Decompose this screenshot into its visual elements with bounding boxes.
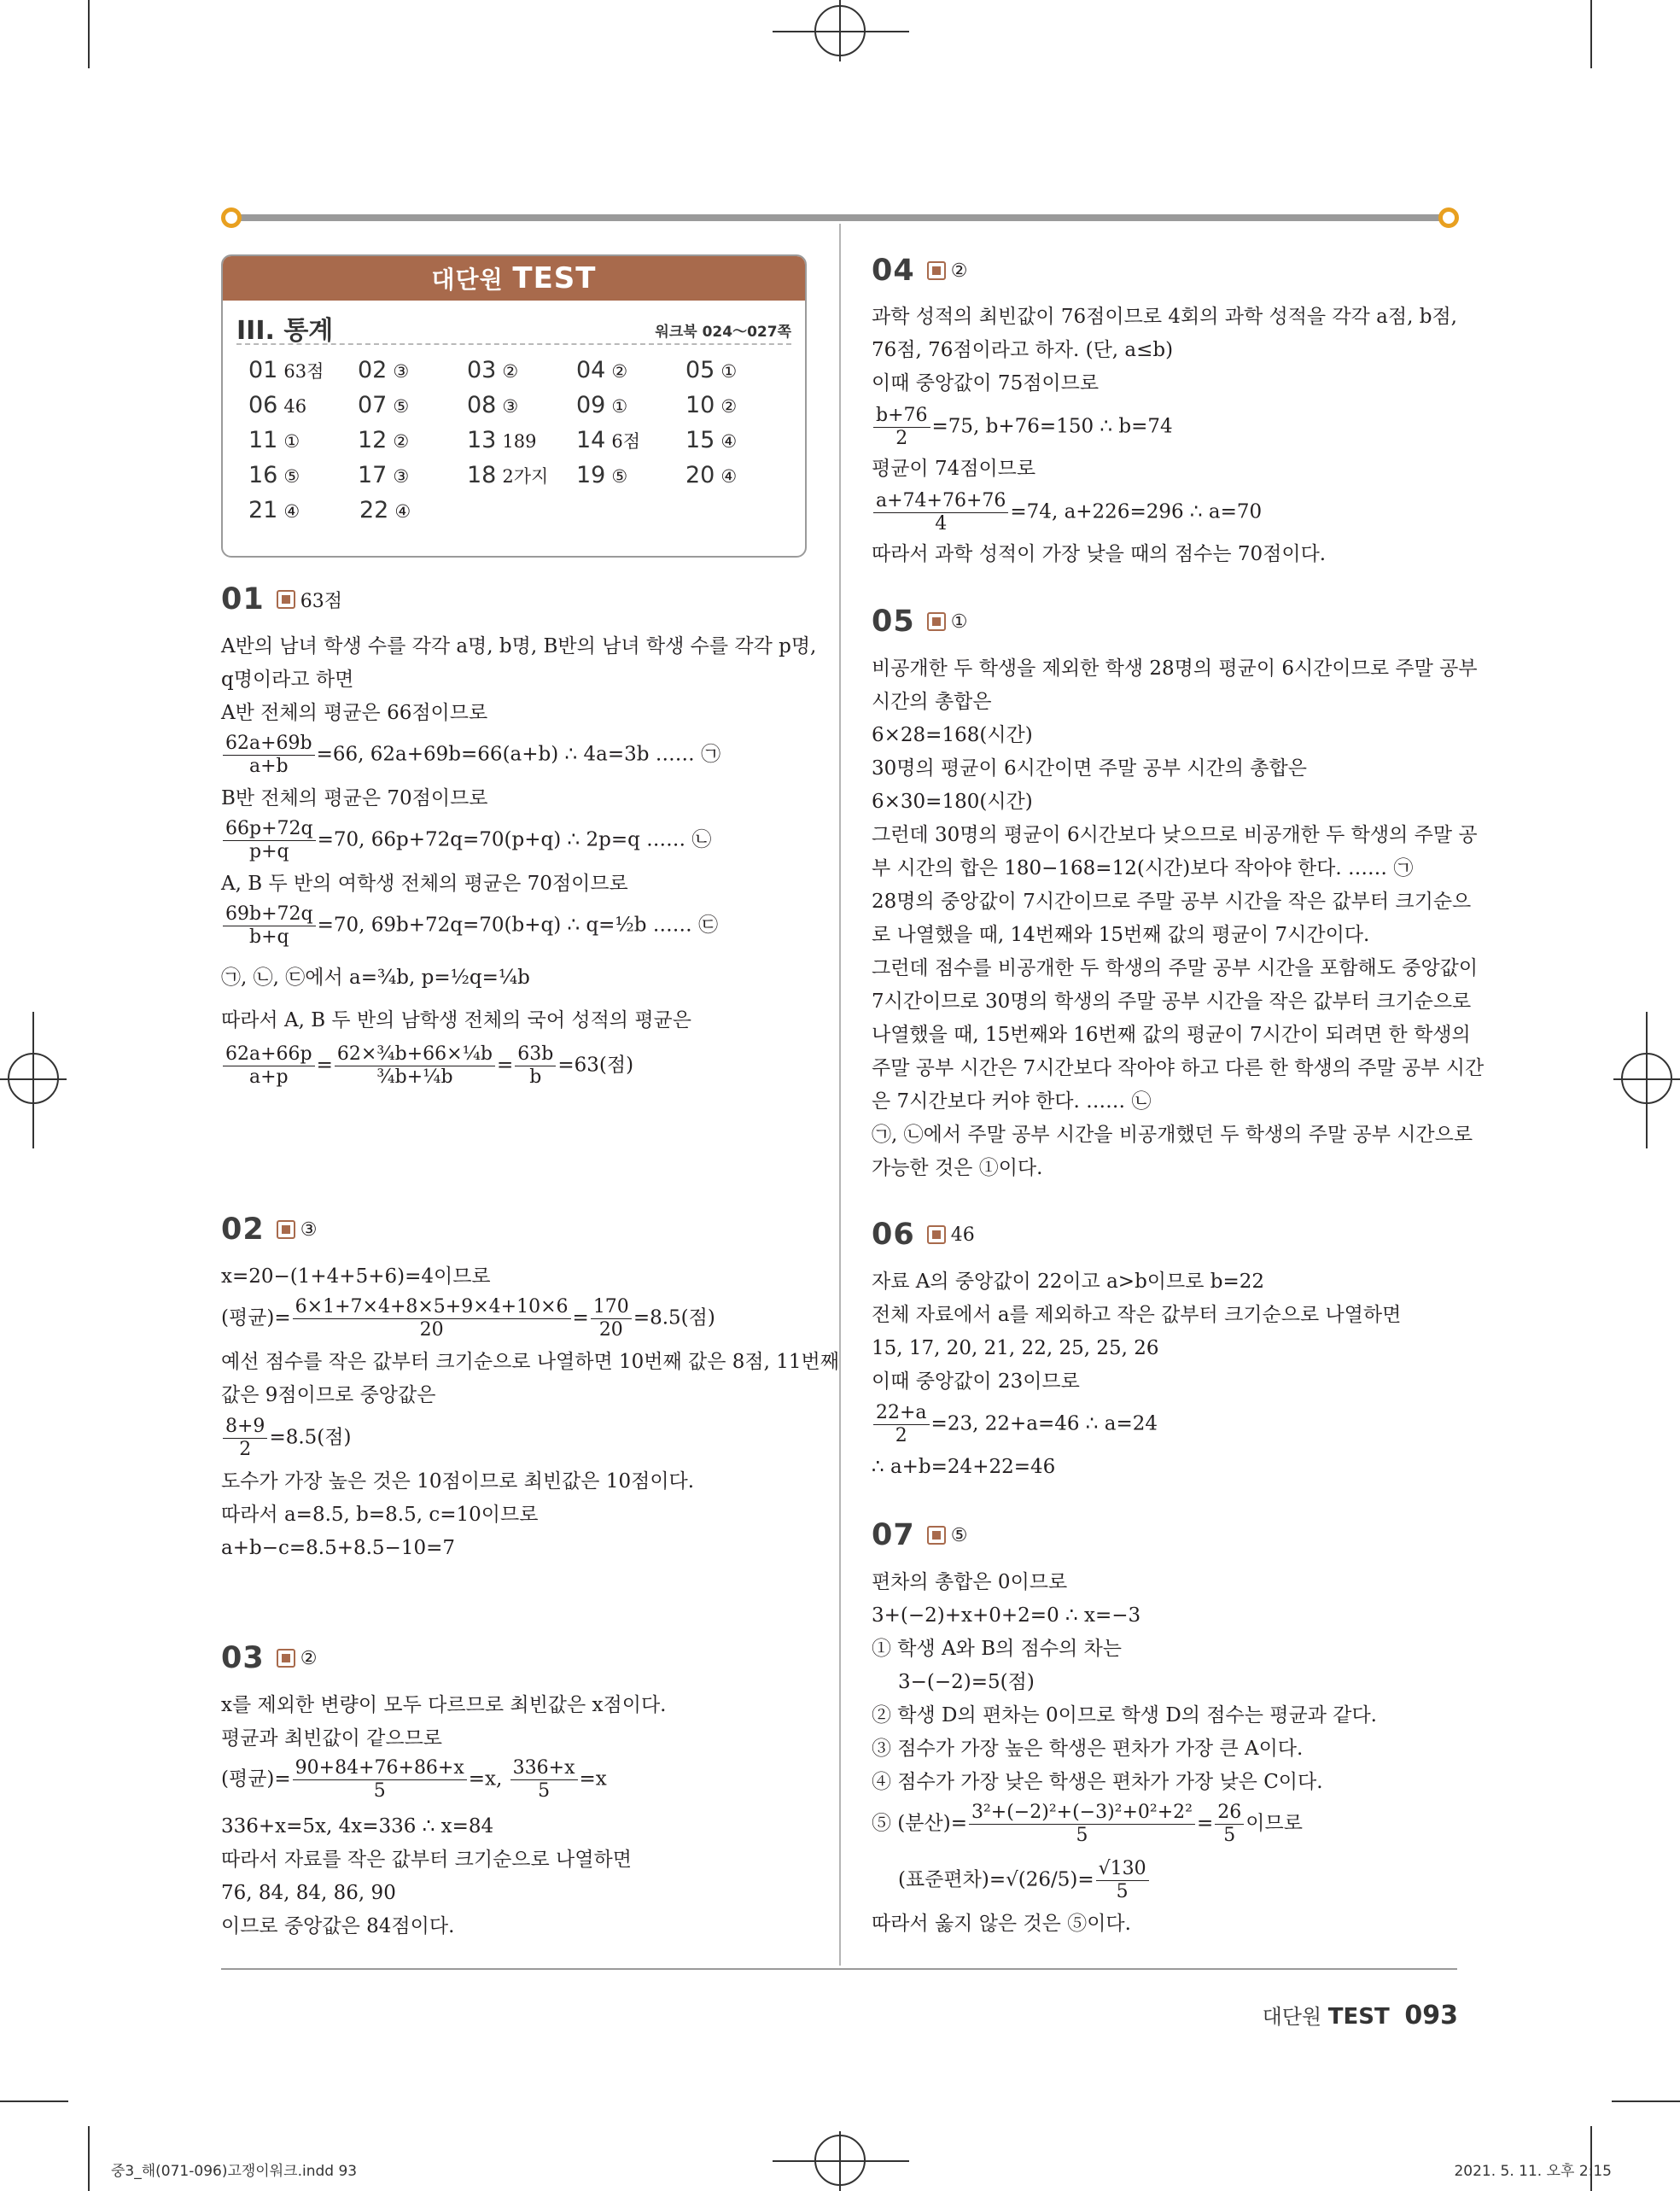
text-line: 3+(−2)+x+0+2=0 ∴ x=−3 [872,1604,1141,1627]
answer-value: ① [283,431,300,452]
answer-value: ④ [394,501,411,522]
answer-cell [359,497,470,532]
answer-value: ③ [393,466,410,487]
numerator: 90+84+76+86+x [293,1757,467,1780]
text-line: 평균이 74점이므로 [872,458,1036,480]
answer-cell [248,462,358,497]
problem-05-heading [872,605,967,639]
answer-cell [358,392,467,427]
answer-box-header [223,256,805,301]
footer-title: 대단원 [1262,2005,1322,2029]
denominator: 2 [239,1439,252,1460]
equation-line [221,733,720,778]
rule-dot-right [1438,207,1459,228]
problem-number: 04 [872,254,915,288]
answer-number: 16 [248,462,278,488]
text-line: A반의 남녀 학생 수를 각각 a명, b명, B반의 남녀 학생 수를 각각 p명, [221,635,817,657]
fraction [223,733,315,778]
text-line: 따라서 A, B 두 반의 남학생 전체의 국어 성적의 평균은 [221,1009,691,1031]
problem-number: 03 [221,1641,265,1675]
text-line: 28명의 중앙값이 7시간이므로 주말 공부 시간을 작은 값부터 크기순으 [872,891,1472,913]
answer-value: ③ [502,396,519,417]
answer-cell [467,392,576,427]
answer-tag-icon [277,590,295,609]
text-line: 30명의 평균이 6시간이면 주말 공부 시간의 총합은 [872,757,1307,780]
text-line: A반 전체의 평균은 66점이므로 [221,702,488,724]
print-slug-left: 중3_해(071-096)고쟁이워크.indd 93 [111,2163,358,2180]
answer-tag-icon [927,1526,946,1545]
fraction [510,1757,578,1802]
text-line: x=20−(1+4+5+6)=4이므로 [221,1265,491,1288]
numerator: 63b [515,1043,556,1066]
answer-value: ④ [720,431,738,452]
problem-answer: ① [950,611,968,633]
equation-line [872,1402,1158,1447]
problem-04-heading [872,254,967,288]
answer-number: 20 [685,462,715,488]
equation-text: (표준편차)= [898,1868,1006,1891]
problem-03-heading [221,1641,317,1675]
text-line: 따라서 과학 성적이 가장 낮을 때의 점수는 70점이다. [872,543,1327,565]
problem-06-heading [872,1218,975,1252]
text-line: a+b−c=8.5+8.5−10=7 [221,1537,456,1559]
text-line: 도수가 가장 높은 것은 10점이므로 최빈값은 10점이다. [221,1470,695,1493]
answer-tag-icon [927,261,946,280]
text-line: 가능한 것은 ①이다. [872,1157,1043,1179]
text-line: 따라서 a=8.5, b=8.5, c=10이므로 [221,1504,539,1526]
sqrt-expression: √(26/5) [1006,1868,1078,1891]
problem-answer: 46 [950,1224,975,1246]
answer-row [248,392,795,427]
equation-text: =23, 22+a=46 ∴ a=24 [930,1412,1158,1435]
bottom-rule [221,1968,1457,1970]
crop-mark [0,2100,68,2102]
fraction [293,1296,571,1341]
answer-number: 07 [358,392,388,418]
problem-answer: 63점 [300,590,342,612]
text-line: 자료 A의 중앙값이 22이고 a>b이므로 b=22 [872,1271,1265,1293]
answer-number: 11 [248,427,278,453]
text-line: ∴ a+b=24+22=46 [872,1456,1056,1478]
answer-value: ④ [720,466,738,487]
top-rule [230,214,1450,221]
text-line: 이때 중앙값이 23이므로 [872,1370,1080,1393]
text-line: 시간의 총합은 [872,691,992,713]
text-line: ㉠, ㉡에서 주말 공부 시간을 비공개했던 두 학생의 주말 공부 시간으로 [872,1124,1473,1146]
numerator: 3²+(−2)²+(−3)²+0²+2² [969,1802,1195,1825]
text-line: A, B 두 반의 여학생 전체의 평균은 70점이므로 [221,873,628,895]
text-line: 주말 공부 시간은 7시간보다 작아야 하고 다른 한 학생의 주말 공부 시간 [872,1057,1485,1079]
problem-02-heading [221,1212,317,1247]
text-line: ② 학생 D의 편차는 0이므로 학생 D의 점수는 평균과 같다. [872,1704,1377,1727]
answer-cell [576,427,685,462]
registration-mark [814,5,866,56]
answer-value: ④ [283,501,300,522]
answer-cell [248,427,358,462]
answer-value: ② [611,361,628,382]
answer-value: ① [611,396,628,417]
fraction [293,1757,467,1802]
equation-result: 이므로 [1245,1812,1303,1835]
workbook-reference: 워크북 024～027쪽 [655,324,791,341]
equation-text: (평균)= [221,1306,291,1329]
answer-value: 63점 [283,361,324,382]
denominator: 5 [1076,1825,1088,1846]
numerator: a+74+76+76 [873,490,1008,513]
problem-number: 06 [872,1218,915,1252]
text-line: 336+x=5x, 4x=336 ∴ x=84 [221,1815,494,1838]
denominator: a+b [248,756,289,777]
text-line: 7시간이므로 30명의 학생의 주말 공부 시간을 작은 값부터 크기순으로 [872,990,1472,1013]
answer-number: 17 [358,462,388,488]
numerator: 170 [591,1296,632,1319]
text-line: 따라서 자료를 작은 값부터 크기순으로 나열하면 [221,1849,632,1871]
answer-row [248,357,795,392]
fraction [591,1296,632,1341]
equation-line [872,405,1173,450]
equation-line: (평균)= $\frac{6\times 1+7\times 4+8\times 5+9\times 4+10\times 6}{20}$ = $\frac{170}{20}$ =8.5(점) [221,1296,715,1341]
header-label: 대단원 [431,266,504,294]
numerator: 26 [1215,1802,1244,1825]
equation-line [221,1757,607,1802]
answer-value: 46 [283,396,307,417]
denominator: a+p [248,1066,289,1088]
rule-dot-left [221,207,242,228]
crop-mark [88,2126,90,2191]
text-line: x를 제외한 변량이 모두 다르므로 최빈값은 x점이다. [221,1694,667,1716]
text-line: 부 시간의 합은 180−168=12(시간)보다 작아야 한다. …… ㉠ [872,857,1414,879]
denominator: 2 [895,1425,907,1446]
answer-cell [467,357,576,392]
answer-value: 189 [502,431,537,452]
numerator: 66p+72q [223,818,316,841]
answer-number: 02 [358,357,388,383]
equation-line [221,818,711,863]
equation-text: =70, 66p+72q=70(p+q) ∴ 2p=q …… ㉡ [317,828,712,851]
numerator: 62a+66p [223,1043,315,1066]
text-line: 예선 점수를 작은 값부터 크기순으로 나열하면 10번째 값은 8점, 11번째 [221,1351,839,1373]
answer-value: ⑤ [283,466,300,487]
answer-row [248,497,795,532]
answer-number: 12 [358,427,388,453]
equation-text: =8.5(점) [269,1426,352,1449]
column-divider [839,224,841,1966]
text-line: 그런데 30명의 평균이 6시간보다 낮으므로 비공개한 두 학생의 주말 공 [872,824,1478,846]
fraction [223,1416,267,1461]
answer-cell [358,357,467,392]
problem-answer: ⑤ [950,1524,968,1546]
answer-tag-icon [277,1220,295,1239]
text-line: 3−(−2)=5(점) [898,1671,1035,1693]
text-line: ① 학생 A와 B의 점수의 차는 [872,1638,1123,1660]
unit-row [236,301,791,345]
page-footer [1263,2000,1458,2030]
equation-result: =63(점) [557,1054,634,1077]
answer-number: 13 [467,427,497,453]
answer-grid [248,357,795,532]
fraction [873,1402,930,1447]
unit-title: III. 통계 [236,316,334,346]
answer-tag-icon [927,612,946,631]
numerator: 8+9 [223,1416,267,1439]
answer-number: 21 [248,497,278,523]
fraction [515,1043,556,1089]
equation-line: (표준편차)=√(26/5)= $\frac{√130}{5}$ [898,1858,1151,1903]
answer-cell [358,427,467,462]
answer-number: 09 [576,392,606,418]
text-line: 15, 17, 20, 21, 22, 25, 25, 26 [872,1337,1159,1359]
answer-cell [576,462,685,497]
fraction [1096,1858,1149,1903]
numerator: 62a+69b [223,733,315,756]
answer-cell [358,462,467,497]
fraction [223,903,316,949]
equation-text: =66, 62a+69b=66(a+b) ∴ 4a=3b …… ㉠ [316,743,721,766]
answer-cell [467,427,576,462]
answer-cell [576,392,685,427]
fraction [223,1043,315,1089]
problem-answer: ② [950,260,968,282]
answer-cell [685,427,795,462]
text-line: 로 나열했을 때, 14번째와 15번째 값의 평균이 7시간이다. [872,924,1370,946]
answer-value: ⑤ [611,466,628,487]
answer-number: 03 [467,357,497,383]
denominator: b+q [248,926,289,948]
equation-text: (평균)= [221,1767,291,1791]
numerator: b+76 [873,405,930,428]
text-line: 은 7시간보다 커야 한다. …… ㉡ [872,1090,1152,1113]
footer-title-en: TEST [1327,2004,1390,2030]
fraction [969,1802,1195,1847]
text-line: 나열했을 때, 15번째와 16번째 값의 평균이 7시간이 되려면 한 학생의 [872,1024,1471,1046]
answer-number: 10 [685,392,715,418]
equation-text: =75, b+76=150 ∴ b=74 [931,415,1173,438]
answer-cell [248,497,359,532]
answer-row [248,427,795,462]
text-line: ㉠, ㉡, ㉢에서 a=¾b, p=½q=¼b [221,967,530,989]
equation-text: =74, a+226=296 ∴ a=70 [1010,500,1263,523]
text-line: 평균과 최빈값이 같으므로 [221,1727,443,1750]
answer-cell [576,357,685,392]
fraction [873,490,1008,535]
answer-tag-icon [277,1649,295,1668]
equation-text: =70, 69b+72q=70(b+q) ∴ q=½b …… ㉢ [317,914,719,937]
print-slug-right: 2021. 5. 11. 오후 2:15 [1454,2163,1612,2180]
problem-number: 02 [221,1212,265,1247]
numerator: √130 [1096,1858,1149,1881]
answer-tag-icon [927,1225,946,1244]
answer-number: 01 [248,357,278,383]
fraction [873,405,930,450]
text-line: 따라서 옳지 않은 것은 ⑤이다. [872,1913,1131,1935]
answer-cell [467,462,576,497]
numerator: 22+a [873,1402,930,1425]
denominator: p+q [248,841,289,862]
answer-cell [685,392,795,427]
header-label-en: TEST [512,261,597,295]
answer-value: 2가지 [502,466,549,487]
answer-number: 19 [576,462,606,488]
equation-text: =x, [468,1767,503,1791]
text-line: 비공개한 두 학생을 제외한 학생 28명의 평균이 6시간이므로 주말 공부 [872,657,1478,680]
crop-mark [1590,0,1592,68]
answer-summary-box [221,254,807,558]
answer-number: 18 [467,462,497,488]
text-line: 과학 성적의 최빈값이 76점이므로 4회의 과학 성적을 각각 a점, b점, [872,306,1457,328]
equation-line [221,1416,351,1461]
text-line: 6×30=180(시간) [872,791,1033,813]
text-line: 76, 84, 84, 86, 90 [221,1882,396,1904]
problem-07-heading [872,1518,967,1552]
answer-number: 08 [467,392,497,418]
text-line: 이때 중앙값이 75점이므로 [872,372,1100,394]
equation-line: $\frac{62a+66p}{a+p}$ = $\frac{\text{62×¾b+66×¼b}}{\text{¾b+¼b}}$ = $\frac{63b}{b}$ =63(점) [221,1043,633,1089]
text-line: 값은 9점이므로 중앙값은 [221,1384,436,1406]
fraction [223,818,316,863]
equation-result: =x [579,1767,607,1791]
answer-number: 14 [576,427,606,453]
fraction [1215,1802,1244,1847]
denominator: 20 [419,1319,444,1341]
denominator: ¾b+¼b [376,1066,453,1088]
denominator: 5 [1223,1825,1236,1846]
answer-number: 22 [359,497,389,523]
text-line: 편차의 총합은 0이므로 [872,1571,1068,1593]
answer-value: ② [393,431,410,452]
denominator: 5 [1116,1881,1129,1902]
equation-result: =8.5(점) [633,1306,715,1329]
equation-line [221,903,718,949]
problem-number: 07 [872,1518,915,1552]
answer-number: 06 [248,392,278,418]
text-line: q명이라고 하면 [221,669,354,691]
registration-mark [8,1053,59,1104]
text-line: 전체 자료에서 a를 제외하고 작은 값부터 크기순으로 나열하면 [872,1304,1402,1326]
answer-value: ② [502,361,519,382]
answer-cell [685,462,795,497]
text-line: ④ 점수가 가장 낮은 학생은 편차가 가장 낮은 C이다. [872,1771,1323,1793]
problem-answer: ② [300,1647,318,1669]
answer-number: 04 [576,357,606,383]
equation-text: ⑤ (분산)= [872,1812,967,1835]
text-line: 이므로 중앙값은 84점이다. [221,1915,455,1937]
problem-01-heading [221,582,342,616]
problem-number: 01 [221,582,265,616]
numerator: 62×¾b+66×¼b [335,1043,495,1066]
denominator: 5 [373,1780,386,1802]
answer-cell [685,357,795,392]
page-number: 093 [1404,2001,1458,2030]
denominator: 4 [935,513,948,535]
answer-row [248,462,795,497]
numerator: 69b+72q [223,903,316,926]
answer-value: ① [720,361,738,382]
text-line: ③ 점수가 가장 높은 학생은 편차가 가장 큰 A이다. [872,1738,1304,1760]
answer-value: ⑤ [393,396,410,417]
denominator: 5 [538,1780,551,1802]
registration-mark [1621,1053,1672,1104]
registration-mark [814,2135,866,2186]
problem-number: 05 [872,605,915,639]
answer-cell [248,357,358,392]
denominator: b [529,1066,542,1088]
numerator: 6×1+7×4+8×5+9×4+10×6 [293,1296,571,1319]
text-line: 6×28=168(시간) [872,724,1033,746]
crop-mark [1612,2100,1680,2102]
crop-mark [88,0,90,68]
fraction [335,1043,495,1089]
answer-value: ③ [393,361,410,382]
denominator: 20 [598,1319,623,1341]
equation-line [872,490,1262,535]
answer-number: 05 [685,357,715,383]
answer-value: 6점 [611,431,641,452]
equation-line: ⑤ (분산)= $\frac{\text{3²+(−2)²+(−3)²+0²+2²}}{5}$ = $\frac{26}{5}$ 이므로 [872,1802,1303,1846]
answer-cell [248,392,358,427]
text-line: B반 전체의 평균은 70점이므로 [221,787,488,809]
text-line: 76점, 76점이라고 하자. (단, a≤b) [872,339,1174,361]
problem-answer: ③ [300,1218,318,1241]
answer-value: ② [720,396,738,417]
numerator: 336+x [510,1757,578,1780]
answer-number: 15 [685,427,715,453]
denominator: 2 [895,428,908,449]
text-line: 그런데 점수를 비공개한 두 학생의 주말 공부 시간을 포함해도 중앙값이 [872,957,1479,979]
